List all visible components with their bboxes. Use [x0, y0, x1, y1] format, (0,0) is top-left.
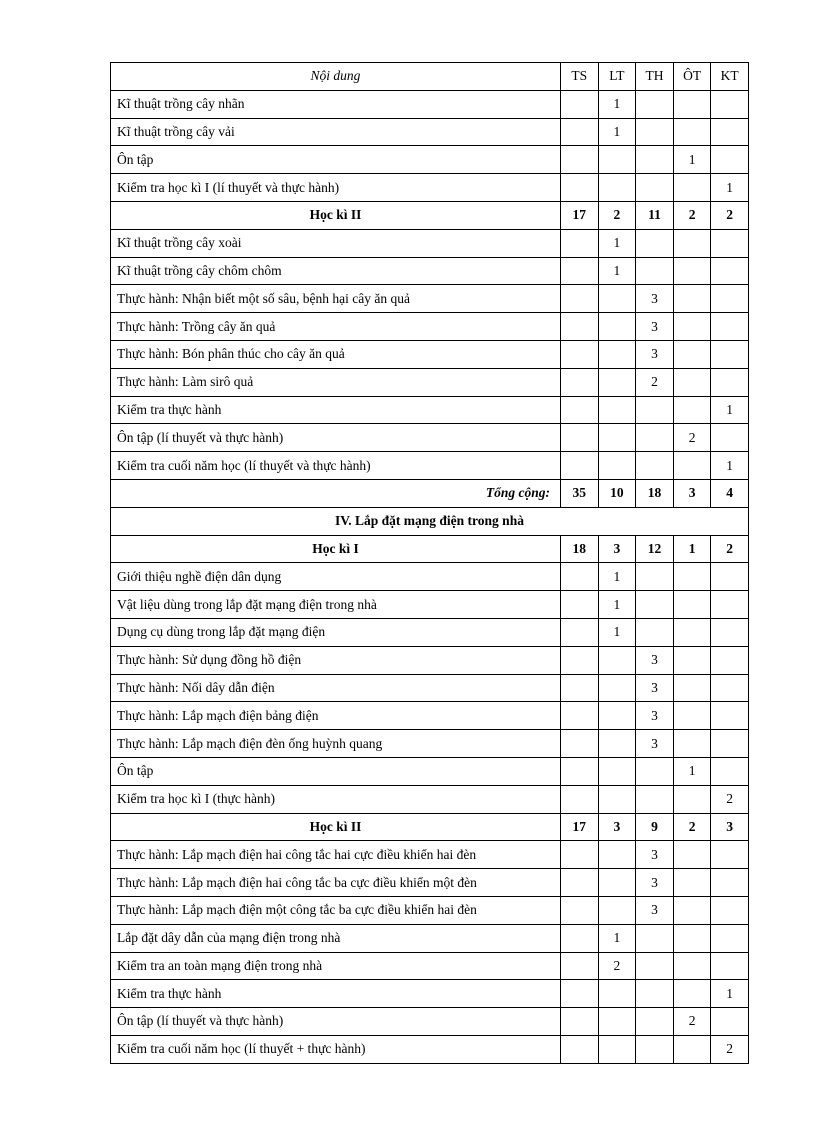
curriculum-table [110, 62, 749, 1064]
cell-th [636, 563, 674, 591]
cell-th: 9 [636, 813, 674, 841]
cell-ts [561, 396, 599, 424]
cell-th [636, 118, 674, 146]
cell-ot: 2 [673, 813, 711, 841]
cell-ot: 2 [673, 201, 711, 229]
table-row [111, 730, 749, 758]
cell-ts [561, 340, 599, 368]
cell-ot [673, 90, 711, 118]
cell-ts [561, 1008, 599, 1036]
cell-kt: 2 [711, 535, 749, 563]
cell-th: 3 [636, 869, 674, 897]
cell-th: 3 [636, 285, 674, 313]
row-label: Tổng cộng: [111, 479, 561, 507]
cell-ot [673, 340, 711, 368]
cell-ot [673, 646, 711, 674]
cell-lt [598, 730, 636, 758]
cell-lt [598, 702, 636, 730]
cell-lt [598, 841, 636, 869]
row-label: Học kì II [111, 201, 561, 229]
cell-kt [711, 1008, 749, 1036]
cell-kt [711, 591, 749, 619]
cell-kt: 2 [711, 201, 749, 229]
header-th: TH [636, 63, 674, 91]
total-row [111, 479, 749, 507]
cell-ts [561, 980, 599, 1008]
cell-lt: 1 [598, 924, 636, 952]
row-label: Kĩ thuật trồng cây xoài [111, 229, 561, 257]
cell-lt: 2 [598, 952, 636, 980]
table-row [111, 896, 749, 924]
cell-lt [598, 1008, 636, 1036]
cell-th: 18 [636, 479, 674, 507]
row-label: Kiểm tra học kì I (thực hành) [111, 785, 561, 813]
row-label: Ôn tập (lí thuyết và thực hành) [111, 1008, 561, 1036]
cell-kt [711, 563, 749, 591]
table-header-row [111, 63, 749, 91]
cell-lt [598, 674, 636, 702]
cell-ot [673, 229, 711, 257]
cell-kt [711, 229, 749, 257]
cell-ts: 18 [561, 535, 599, 563]
cell-ot: 1 [673, 535, 711, 563]
row-label: Ôn tập [111, 757, 561, 785]
cell-th [636, 146, 674, 174]
cell-th [636, 229, 674, 257]
row-label: Lắp đặt dây dẫn của mạng điện trong nhà [111, 924, 561, 952]
cell-ts: 17 [561, 201, 599, 229]
cell-th [636, 257, 674, 285]
row-label: Thực hành: Trồng cây ăn quả [111, 313, 561, 341]
cell-lt [598, 368, 636, 396]
cell-lt [598, 757, 636, 785]
cell-ot [673, 1035, 711, 1063]
table-row [111, 618, 749, 646]
cell-ts [561, 674, 599, 702]
cell-ot [673, 702, 711, 730]
table-row [111, 563, 749, 591]
cell-ts [561, 90, 599, 118]
cell-lt [598, 785, 636, 813]
row-label: Thực hành: Lắp mạch điện bảng điện [111, 702, 561, 730]
row-label: Kiểm tra thực hành [111, 980, 561, 1008]
term-row [111, 535, 749, 563]
row-label: Kĩ thuật trồng cây chôm chôm [111, 257, 561, 285]
cell-ts [561, 563, 599, 591]
table-row [111, 757, 749, 785]
table-row [111, 869, 749, 897]
cell-th [636, 980, 674, 1008]
cell-ot [673, 841, 711, 869]
cell-th [636, 1035, 674, 1063]
row-label: Học kì I [111, 535, 561, 563]
cell-th [636, 924, 674, 952]
cell-kt: 1 [711, 452, 749, 480]
table-row [111, 257, 749, 285]
row-label: Giới thiệu nghề điện dân dụng [111, 563, 561, 591]
row-label: Thực hành: Sử dụng đồng hồ điện [111, 646, 561, 674]
cell-lt: 2 [598, 201, 636, 229]
cell-ts [561, 257, 599, 285]
table-row [111, 452, 749, 480]
section-row [111, 507, 749, 535]
cell-kt: 2 [711, 785, 749, 813]
cell-ot [673, 924, 711, 952]
cell-kt: 1 [711, 396, 749, 424]
table-row [111, 229, 749, 257]
row-label: Thực hành: Lắp mạch điện hai công tắc hai cực điều khiển hai đèn [111, 841, 561, 869]
cell-lt: 3 [598, 813, 636, 841]
cell-ot [673, 396, 711, 424]
cell-kt [711, 674, 749, 702]
table-row [111, 368, 749, 396]
cell-lt: 1 [598, 257, 636, 285]
cell-th [636, 1008, 674, 1036]
cell-th: 2 [636, 368, 674, 396]
row-label: Kiểm tra cuối năm học (lí thuyết và thực hành) [111, 452, 561, 480]
cell-ot [673, 730, 711, 758]
cell-ot [673, 313, 711, 341]
cell-ot [673, 785, 711, 813]
cell-lt [598, 1035, 636, 1063]
cell-ot [673, 896, 711, 924]
cell-th [636, 424, 674, 452]
cell-kt: 1 [711, 980, 749, 1008]
cell-kt [711, 841, 749, 869]
cell-lt [598, 313, 636, 341]
cell-kt [711, 257, 749, 285]
table-row [111, 785, 749, 813]
cell-kt [711, 118, 749, 146]
cell-th [636, 452, 674, 480]
cell-lt: 1 [598, 591, 636, 619]
cell-ts [561, 869, 599, 897]
table-row [111, 340, 749, 368]
cell-ot [673, 674, 711, 702]
cell-th [636, 90, 674, 118]
row-label: Thực hành: Nhận biết một số sâu, bệnh hại cây ăn quả [111, 285, 561, 313]
cell-kt [711, 313, 749, 341]
row-label: Thực hành: Lắp mạch điện hai công tắc ba cực điều khiển một đèn [111, 869, 561, 897]
cell-lt [598, 424, 636, 452]
header-kt: KT [711, 63, 749, 91]
cell-kt [711, 924, 749, 952]
cell-ot [673, 563, 711, 591]
cell-kt [711, 146, 749, 174]
term-row [111, 813, 749, 841]
cell-ot: 1 [673, 757, 711, 785]
cell-ts: 17 [561, 813, 599, 841]
cell-ot: 2 [673, 1008, 711, 1036]
cell-ts [561, 146, 599, 174]
cell-th [636, 591, 674, 619]
cell-ot [673, 618, 711, 646]
cell-ot [673, 257, 711, 285]
row-label: Thực hành: Làm sirô quả [111, 368, 561, 396]
cell-ot [673, 368, 711, 396]
row-label: Ôn tập (lí thuyết và thực hành) [111, 424, 561, 452]
cell-ts [561, 646, 599, 674]
cell-ot [673, 174, 711, 202]
cell-th: 11 [636, 201, 674, 229]
cell-ts [561, 368, 599, 396]
cell-ot [673, 952, 711, 980]
cell-kt [711, 646, 749, 674]
cell-ot [673, 118, 711, 146]
row-label: Thực hành: Lắp mạch điện một công tắc ba cực điều khiển hai đèn [111, 896, 561, 924]
table-row [111, 118, 749, 146]
cell-kt [711, 757, 749, 785]
cell-lt [598, 452, 636, 480]
cell-kt [711, 340, 749, 368]
row-label: Thực hành: Nối dây dẫn điện [111, 674, 561, 702]
cell-lt: 1 [598, 618, 636, 646]
cell-ts [561, 618, 599, 646]
cell-lt: 1 [598, 229, 636, 257]
cell-lt: 1 [598, 563, 636, 591]
cell-kt [711, 702, 749, 730]
row-label: Kiểm tra học kì I (lí thuyết và thực hành) [111, 174, 561, 202]
cell-kt [711, 730, 749, 758]
cell-kt [711, 368, 749, 396]
row-label: Thực hành: Lắp mạch điện đèn ống huỳnh quang [111, 730, 561, 758]
header-lt: LT [598, 63, 636, 91]
table-row [111, 841, 749, 869]
cell-ts [561, 452, 599, 480]
cell-lt [598, 146, 636, 174]
table-row [111, 1035, 749, 1063]
cell-th [636, 174, 674, 202]
cell-kt: 4 [711, 479, 749, 507]
table-row [111, 980, 749, 1008]
cell-th: 3 [636, 313, 674, 341]
row-label: Kiểm tra thực hành [111, 396, 561, 424]
cell-ts [561, 730, 599, 758]
cell-th: 3 [636, 841, 674, 869]
cell-ot [673, 285, 711, 313]
cell-ts [561, 924, 599, 952]
cell-ts [561, 896, 599, 924]
header-content: Nội dung [111, 63, 561, 91]
cell-ts [561, 285, 599, 313]
table-row [111, 90, 749, 118]
cell-ts [561, 174, 599, 202]
table-row [111, 646, 749, 674]
cell-ts [561, 424, 599, 452]
row-label: Vật liệu dùng trong lắp đặt mạng điện trong nhà [111, 591, 561, 619]
table-row [111, 174, 749, 202]
cell-ts: 35 [561, 479, 599, 507]
row-label: Kĩ thuật trồng cây vải [111, 118, 561, 146]
cell-kt [711, 896, 749, 924]
cell-ts [561, 1035, 599, 1063]
cell-ot [673, 452, 711, 480]
cell-th [636, 396, 674, 424]
row-label: Dụng cụ dùng trong lắp đặt mạng điện [111, 618, 561, 646]
table-row [111, 924, 749, 952]
cell-kt [711, 90, 749, 118]
section-title: IV. Lắp đặt mạng điện trong nhà [111, 507, 749, 535]
cell-ts [561, 229, 599, 257]
cell-th: 3 [636, 340, 674, 368]
cell-ts [561, 757, 599, 785]
cell-kt [711, 285, 749, 313]
cell-ot: 3 [673, 479, 711, 507]
cell-th: 3 [636, 702, 674, 730]
cell-kt: 1 [711, 174, 749, 202]
row-label: Ôn tập [111, 146, 561, 174]
table-row [111, 146, 749, 174]
cell-kt: 3 [711, 813, 749, 841]
table-row [111, 424, 749, 452]
cell-lt: 3 [598, 535, 636, 563]
cell-th: 3 [636, 646, 674, 674]
table-row [111, 702, 749, 730]
table-row [111, 591, 749, 619]
cell-th: 3 [636, 730, 674, 758]
cell-lt [598, 896, 636, 924]
header-ot: ÔT [673, 63, 711, 91]
cell-ot: 1 [673, 146, 711, 174]
cell-lt [598, 174, 636, 202]
cell-kt [711, 618, 749, 646]
table-body [111, 90, 749, 1063]
cell-kt [711, 424, 749, 452]
cell-ot: 2 [673, 424, 711, 452]
table-row [111, 313, 749, 341]
cell-kt [711, 869, 749, 897]
cell-th: 12 [636, 535, 674, 563]
cell-lt [598, 285, 636, 313]
cell-ts [561, 952, 599, 980]
cell-kt: 2 [711, 1035, 749, 1063]
header-ts: TS [561, 63, 599, 91]
cell-lt [598, 340, 636, 368]
table-row [111, 285, 749, 313]
table-row [111, 396, 749, 424]
table-row [111, 952, 749, 980]
cell-ts [561, 313, 599, 341]
row-label: Thực hành: Bón phân thúc cho cây ăn quả [111, 340, 561, 368]
cell-th [636, 952, 674, 980]
cell-ts [561, 785, 599, 813]
cell-lt [598, 396, 636, 424]
cell-th [636, 618, 674, 646]
cell-lt [598, 869, 636, 897]
cell-th [636, 785, 674, 813]
cell-ts [561, 591, 599, 619]
table-row [111, 674, 749, 702]
row-label: Kĩ thuật trồng cây nhãn [111, 90, 561, 118]
cell-lt: 1 [598, 118, 636, 146]
cell-ot [673, 980, 711, 1008]
cell-ot [673, 591, 711, 619]
term-row [111, 201, 749, 229]
cell-kt [711, 952, 749, 980]
row-label: Kiểm tra an toàn mạng điện trong nhà [111, 952, 561, 980]
cell-lt [598, 646, 636, 674]
cell-th: 3 [636, 674, 674, 702]
cell-th [636, 757, 674, 785]
cell-lt: 1 [598, 90, 636, 118]
table-row [111, 1008, 749, 1036]
row-label: Kiểm tra cuối năm học (lí thuyết + thực hành) [111, 1035, 561, 1063]
cell-ts [561, 118, 599, 146]
cell-lt: 10 [598, 479, 636, 507]
row-label: Học kì II [111, 813, 561, 841]
cell-ts [561, 841, 599, 869]
cell-lt [598, 980, 636, 1008]
cell-ot [673, 869, 711, 897]
cell-th: 3 [636, 896, 674, 924]
cell-ts [561, 702, 599, 730]
